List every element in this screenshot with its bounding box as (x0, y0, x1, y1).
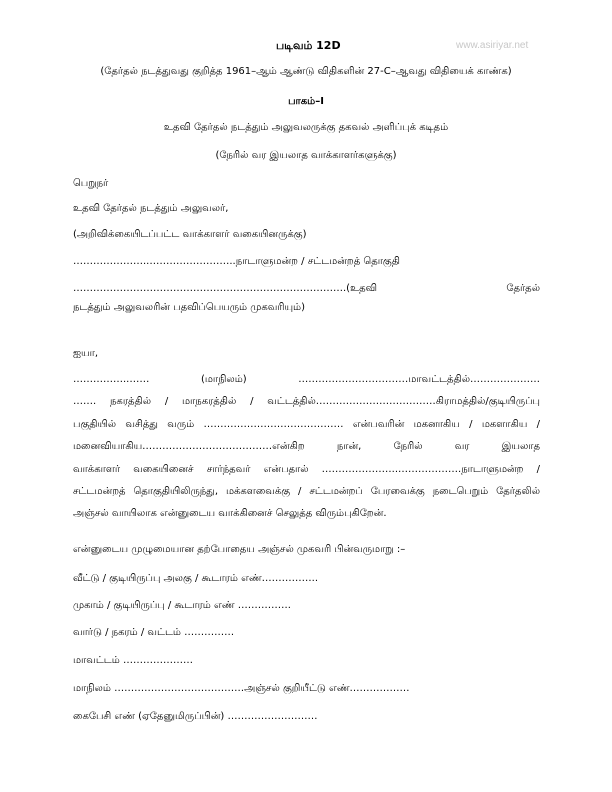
body-line-2: ……. நகரத்தில் / மாநகரத்தில் / வட்டத்தில்………………………………கிராமத்தில்/குடியிருப்பு (73, 396, 540, 407)
address-mobile: கைபேசி எண் (ஏதேனுமிருப்பின்) ……………………… (73, 711, 318, 722)
body-line-7: அஞ்சல் வாயிலாக என்னுடைய வாக்கினைச் செலுத்த விரும்புகிறேன். (73, 508, 387, 519)
letter-subtitle: (நேரில் வர இயலாத வாக்காளர்களுக்கு) (215, 150, 397, 161)
body-line-3: பகுதியில் வசித்து வரும் …………………………………… என்பவரின் மகனாகிய / மகளாகிய / (73, 419, 540, 430)
addressee-officer: உதவி தேர்தல் நடத்தும் அலுவலர், (73, 203, 229, 214)
body-line-5: வாக்காளர் வகையினைச் சார்ந்தவர் என்பதால் …………………..……………….நாடாளுமன்ற / (73, 464, 540, 475)
officer-blank: ……………………………………………………………………….(உதவி தேர்தல் (73, 283, 540, 294)
address-house: வீட்டு / குடியிருப்பு அலகு / கூடாரம் எண்…………….. (73, 573, 319, 584)
constituency-blank: …………………..……………………..நாடாளுமன்ற / சட்டமன்றத் தொகுதி (73, 256, 400, 267)
body-line-6: சட்டமன்றத் தொகுதியிலிருந்து, மக்களவைக்கு / சட்டமன்றப் பேரவைக்கு நடைபெறும் தேர்தலில் (73, 486, 540, 497)
officer-note: நடத்தும் அலுவலரின் பதவிப்பெயரும் முகவரியும்) (73, 302, 306, 313)
watermark: www.asiriyar.net (456, 40, 529, 51)
addressee-category: (அறிவிக்கையிடப்பட்ட வாக்காளர் வகையினருக்கு) (73, 229, 307, 240)
rule-reference: (தேர்தல் நடத்துவது குறித்த 1961–ஆம் ஆண்டு விதிகளின் 27-C–ஆவது விதியைக் காண்க) (100, 66, 512, 77)
address-state-pincode: மாநிலம் …………………………………அஞ்சல் குறியீட்டு எண்……………… (73, 683, 410, 694)
salutation: ஐயா, (73, 348, 99, 359)
address-camp: முகாம் / குடியிருப்பு / கூடாரம் எண் ……………. (73, 600, 291, 611)
body-line-4: மனைவியாகிய…………………………………என்கிற நான், நேரில் வர இயலாத (73, 441, 540, 452)
body-line-1: ……………..…… (மாநிலம்) ……………………………மாவட்டத்தில்………………… (73, 374, 540, 385)
form-label: படிவம் 12D (276, 39, 341, 52)
address-ward: வார்டு / நகரம் / வட்டம் …………… (73, 627, 235, 638)
address-intro: என்னுடைய முழுமையான தற்போதைய அஞ்சல் முகவரி பின்வருமாறு :– (73, 544, 406, 555)
letter-title: உதவி தேர்தல் நடத்தும் அலுவலருக்கு தகவல் அளிப்புக் கடிதம் (163, 122, 449, 133)
address-district: மாவட்டம் ………………… (73, 655, 193, 666)
part-heading: பாகம்–I (288, 96, 324, 107)
addressee-label: பெறுநர் (73, 178, 109, 189)
